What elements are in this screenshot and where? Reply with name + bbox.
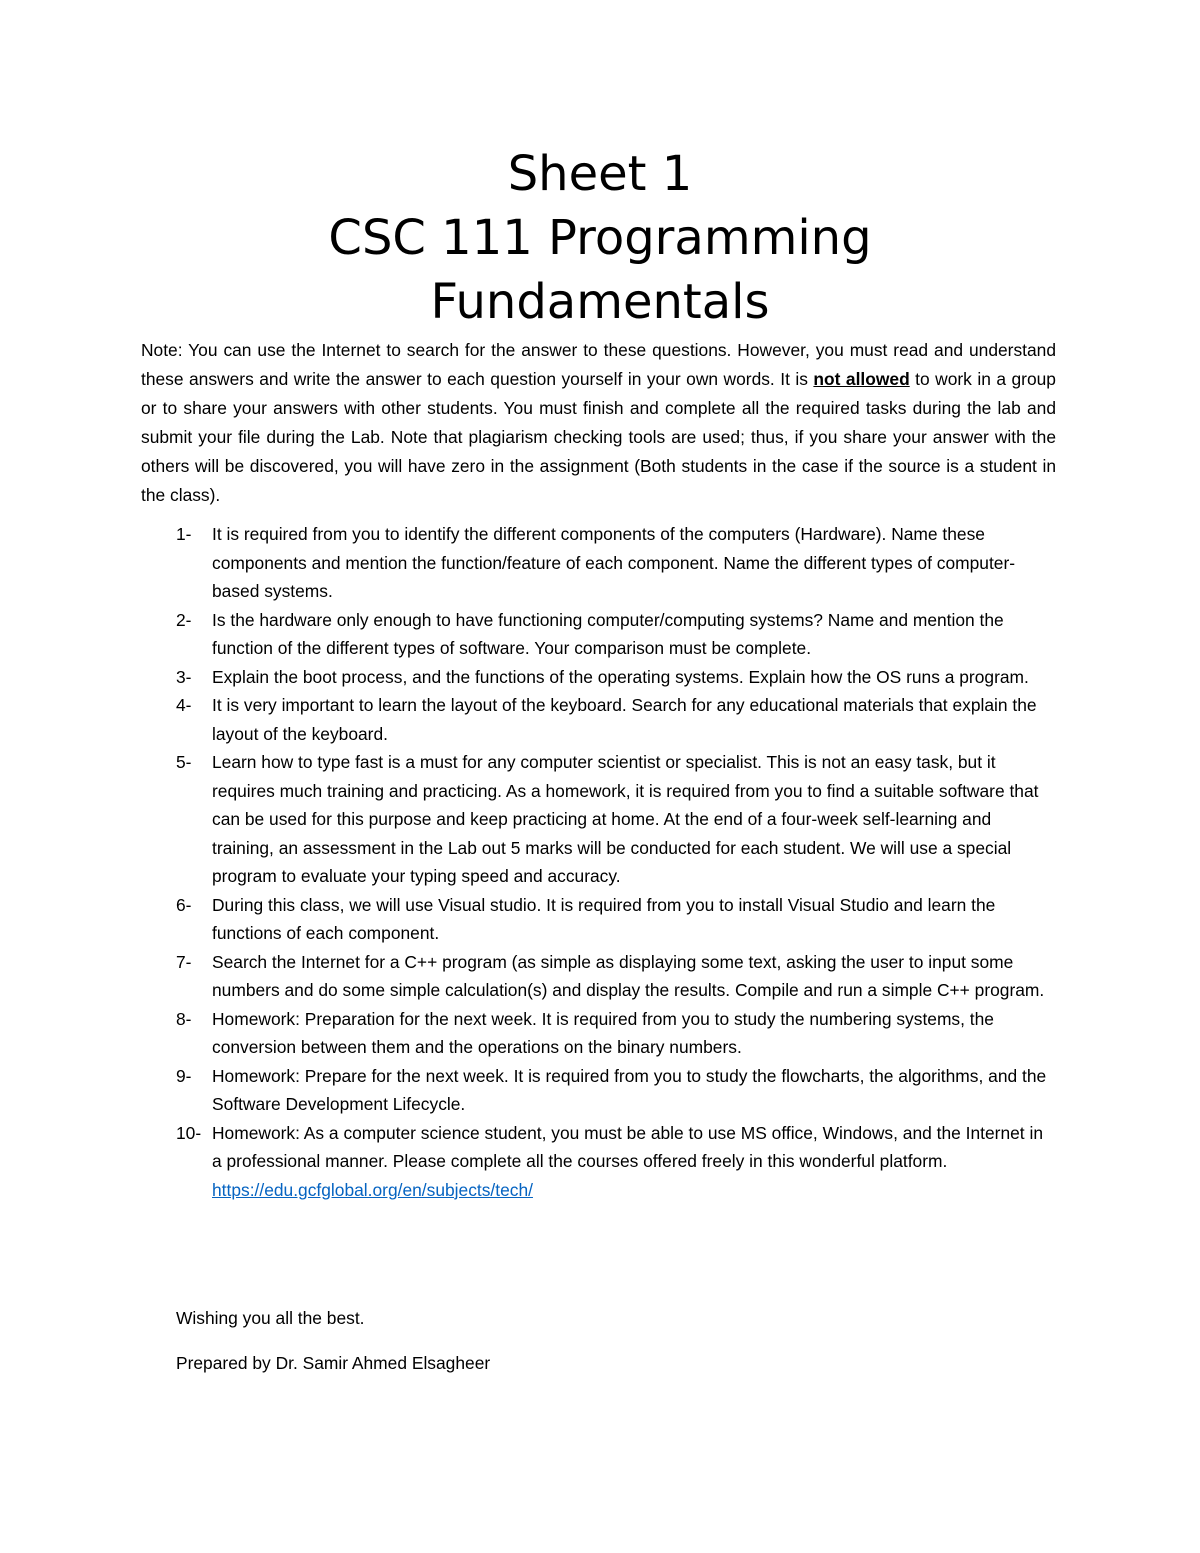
question-item xyxy=(176,606,1056,663)
question-text: Homework: Preparation for the next week. It is required from you to study the numbering systems, the conversion between them and the operations on the binary numbers. xyxy=(212,1008,994,1057)
question-number: 10- xyxy=(176,1122,202,1143)
question-number: 4- xyxy=(176,695,192,715)
question-item xyxy=(176,663,1056,692)
document-title xyxy=(140,142,1060,334)
gcfglobal-link[interactable]: https://edu.gcfglobal.org/en/subjects/tech/ xyxy=(212,1179,533,1200)
note-paragraph xyxy=(141,336,1056,510)
title-line-subject: Fundamentals xyxy=(430,274,770,330)
note-text-part2: to work in a group or to share your answers with other students. You must finish and complete all the required tasks during the lab and submit your file during the Lab. Note that plagiarism checking tools are used; thus, if you share your answer with the others will be discovered, you will have zero in the assignment (Both students in the case if the source is a student in the class). xyxy=(141,369,1056,505)
question-number: 2- xyxy=(176,609,192,630)
question-number: 7- xyxy=(176,951,192,972)
question-item xyxy=(176,1062,1056,1119)
note-text-part1: Note: You can use the Internet to search for the answer to these questions. However, you must read and understand these answers and write the answer to each question yourself in your own words. It is xyxy=(141,340,1056,389)
question-text: Search the Internet for a C++ program (as simple as displaying some text, asking the user to input some numbers and do some simple calculation(s) and display the results. Compile and run a simple C++ program. xyxy=(212,951,1045,1000)
question-item xyxy=(176,1005,1056,1062)
question-number: 6- xyxy=(176,894,192,915)
question-number: 1- xyxy=(176,524,192,544)
question-text: Homework: As a computer science student, you must be able to use MS office, Windows, and the Internet in a professional manner. Please complete all the courses offered freely in this wonderful platform. xyxy=(212,1122,1043,1171)
question-item xyxy=(176,891,1056,948)
question-text: Learn how to type fast is a must for any computer scientist or specialist. This is not an easy task, but it requires much training and practicing. As a homework, it is required from you to find a suitable software that can be used for this purpose and keep practicing at home. At the end of a four-week self-learning and training, an assessment in the Lab out 5 marks will be conducted for each student. We will use a special program to evaluate your typing speed and accuracy. xyxy=(212,752,1039,886)
title-line-sheet: Sheet 1 xyxy=(507,146,693,202)
question-number: 5- xyxy=(176,752,192,772)
question-item xyxy=(176,1119,1056,1205)
question-text: Homework: Prepare for the next week. It is required from you to study the flowcharts, the algorithms, and the Software Development Lifecycle. xyxy=(212,1065,1047,1114)
question-text: It is required from you to identify the different components of the computers (Hardware). Name these components and mention the function/feature of each component. Name the different types of computer-based systems. xyxy=(212,524,1016,601)
question-list xyxy=(176,520,1056,1204)
closing-line: Wishing you all the best. xyxy=(176,1308,365,1328)
question-item xyxy=(176,948,1056,1005)
question-number: 3- xyxy=(176,666,192,687)
question-item xyxy=(176,520,1056,606)
question-number: 9- xyxy=(176,1065,192,1086)
note-emphasis: not allowed xyxy=(813,369,910,389)
prepared-by-line: Prepared by Dr. Samir Ahmed Elsagheer xyxy=(176,1353,491,1373)
question-text: Explain the boot process, and the functions of the operating systems. Explain how the OS runs a program. xyxy=(212,666,1029,687)
question-number: 8- xyxy=(176,1008,192,1029)
title-line-course: CSC 111 Programming xyxy=(328,210,872,266)
question-item xyxy=(176,748,1056,891)
question-text: It is very important to learn the layout of the keyboard. Search for any educational materials that explain the layout of the keyboard. xyxy=(212,695,1037,744)
question-text: During this class, we will use Visual studio. It is required from you to install Visual Studio and learn the functions of each component. xyxy=(212,894,996,943)
question-item xyxy=(176,691,1056,748)
question-text: Is the hardware only enough to have functioning computer/computing systems? Name and mention the function of the different types of software. Your comparison must be complete. xyxy=(212,609,1004,658)
